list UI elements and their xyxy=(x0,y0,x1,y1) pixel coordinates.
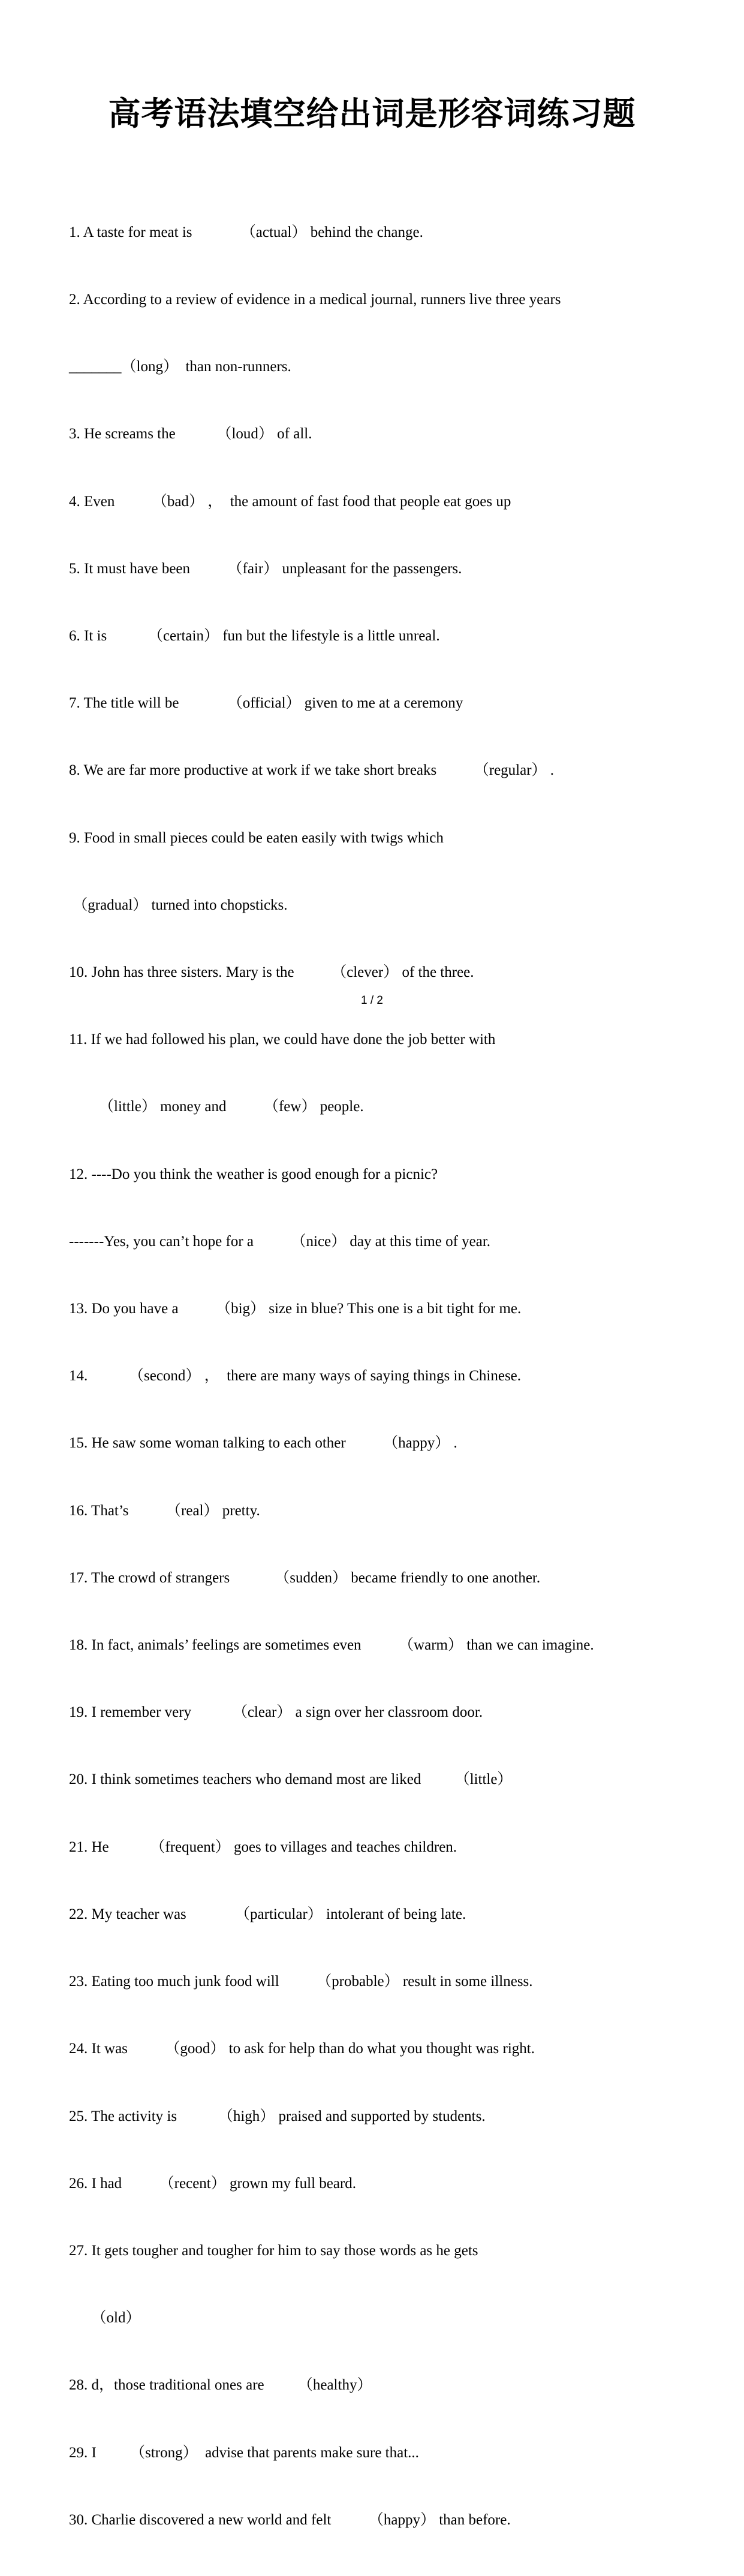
question-line: 8. We are far more productive at work if we take short breaks （regular） . xyxy=(69,762,555,779)
question-line: 11. If we had followed his plan, we could have done the job better with xyxy=(69,1031,496,1048)
question-line: 15. He saw some woman talking to each other （happy） . xyxy=(69,1435,457,1452)
question-line: 14. （second） ， there are many ways of saying things in Chinese. xyxy=(69,1368,522,1385)
question-line: 18. In fact, animals’ feelings are sometimes even （warm） than we can imagine. xyxy=(69,1637,594,1654)
question-line: 26. I had （recent） grown my full beard. xyxy=(69,2175,357,2192)
question-line: 17. The crowd of strangers （sudden） became friendly to one another. xyxy=(69,1569,541,1586)
question-line: -------Yes, you can’t hope for a （nice） day at this time of year. xyxy=(69,1233,491,1250)
question-line: 6. It is （certain） fun but the lifestyle is a little unreal. xyxy=(69,628,440,645)
question-line: 19. I remember very （clear） a sign over her classroom door. xyxy=(69,1704,483,1721)
question-line: 1. A taste for meat is （actual） behind the change. xyxy=(69,224,423,240)
question-line: （gradual） turned into chopsticks. xyxy=(69,896,288,913)
question-line: 10. John has three sisters. Mary is the （clever） of the three. xyxy=(69,964,474,981)
question-line: （little） money and （few） people. xyxy=(69,1099,364,1115)
page-number: 1 / 2 xyxy=(361,994,383,1007)
question-line: 4. Even （bad） ， the amount of fast food that people eat goes up xyxy=(69,493,511,510)
question-line: 25. The activity is （high） praised and supported by students. xyxy=(69,2108,486,2124)
question-line: 27. It gets tougher and tougher for him to say those words as he gets xyxy=(69,2242,478,2259)
question-line: 12. ----Do you think the weather is good enough for a picnic? xyxy=(69,1166,438,1182)
question-line: 21. He （frequent） goes to villages and teaches children. xyxy=(69,1838,457,1855)
question-list xyxy=(69,176,692,2576)
question-line: 13. Do you have a （big） size in blue? This one is a bit tight for me. xyxy=(69,1301,522,1317)
question-line: 20. I think sometimes teachers who demand most are liked （little） xyxy=(69,1771,513,1788)
question-line: 30. Charlie discovered a new world and felt （happy） than before. xyxy=(69,2511,511,2528)
question-line: 24. It was （good） to ask for help than do what you thought was right. xyxy=(69,2041,535,2057)
question-line: 9. Food in small pieces could be eaten easily with twigs which xyxy=(69,829,444,846)
question-line: _______（long） than non-runners. xyxy=(69,359,291,375)
question-line: 29. I （strong） advise that parents make sure that... xyxy=(69,2444,419,2461)
question-line: 5. It must have been （fair） unpleasant for the passengers. xyxy=(69,560,462,577)
question-line: （old） xyxy=(69,2310,141,2327)
question-line: 7. The title will be （official） given to me at a ceremony xyxy=(69,695,463,712)
document-title: 高考语法填空给出词是形容词练习题 xyxy=(108,95,636,133)
question-line: 28. d，those traditional ones are （healthy） xyxy=(69,2377,372,2394)
question-line: 23. Eating too much junk food will （probable） result in some illness. xyxy=(69,1973,533,1990)
question-line: 2. According to a review of evidence in a medical journal, runners live three years xyxy=(69,291,561,308)
question-line: 22. My teacher was （particular） intolerant of being late. xyxy=(69,1906,466,1922)
question-line: 16. That’s （real） pretty. xyxy=(69,1502,260,1519)
question-line: 3. He screams the （loud） of all. xyxy=(69,426,312,443)
